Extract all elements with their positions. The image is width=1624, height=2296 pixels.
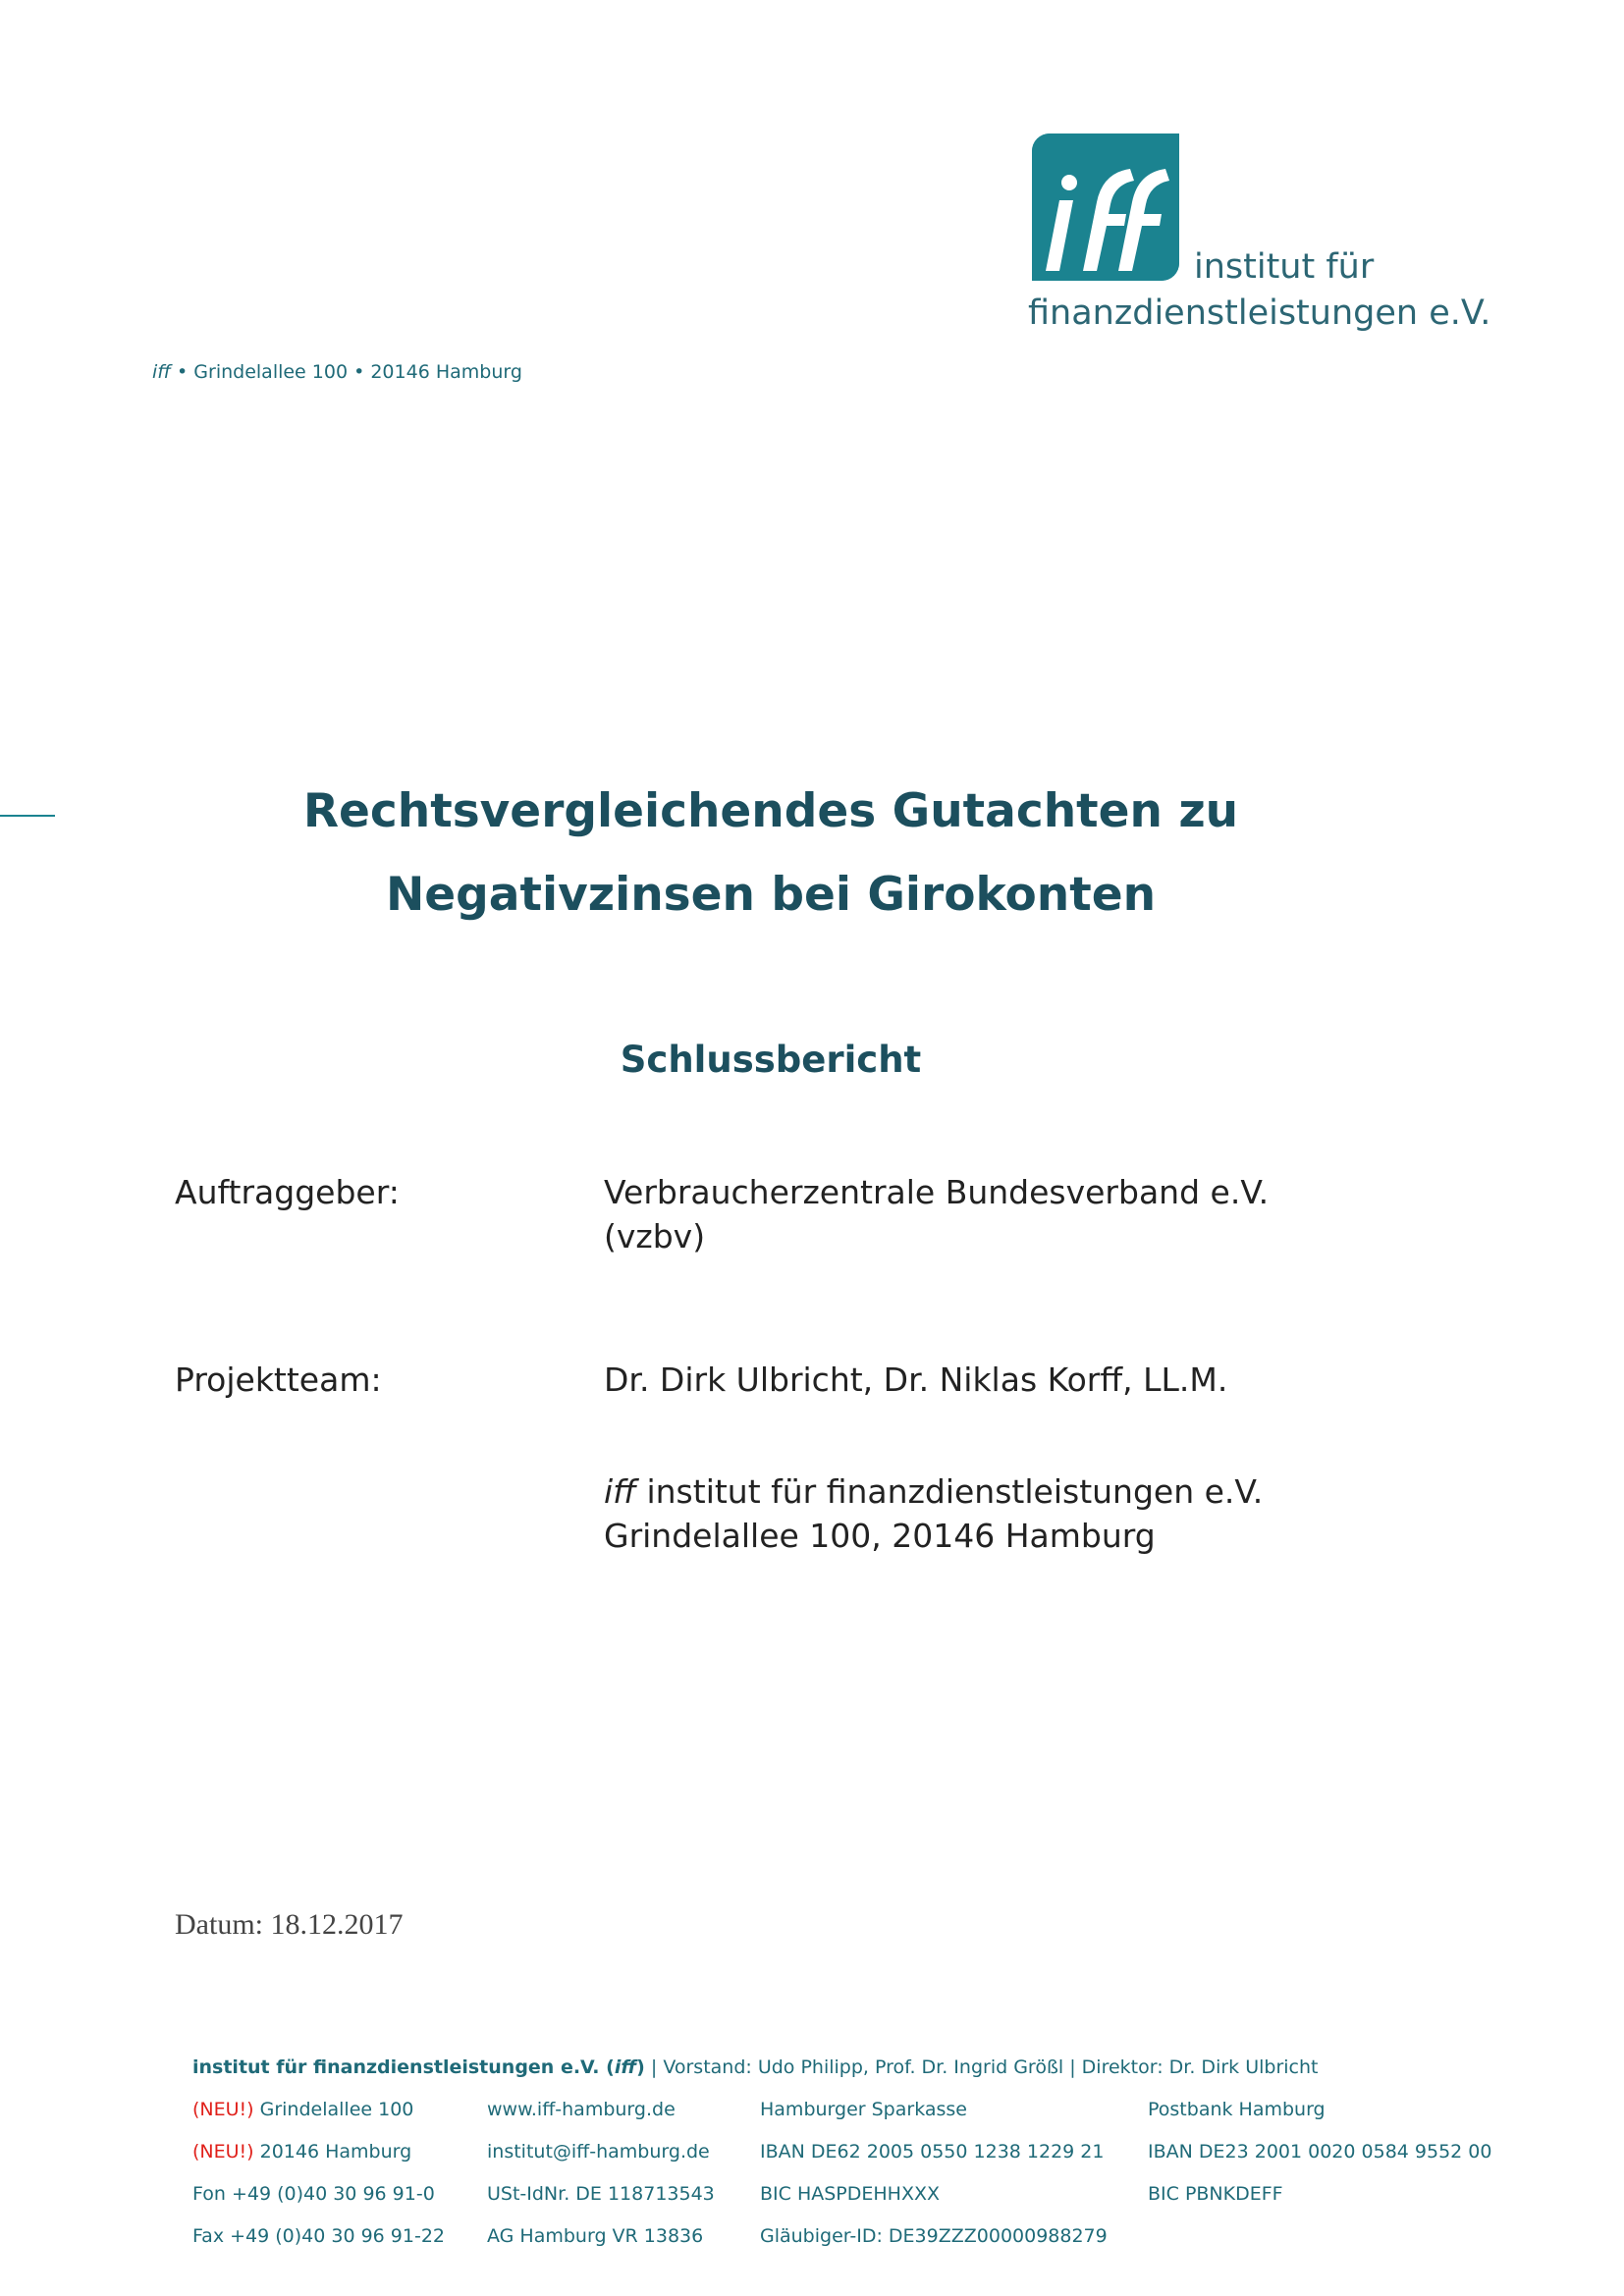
client-line2: (vzbv) (604, 1217, 706, 1255)
title-line1: Rechtsvergleichendes Gutachten zu (302, 784, 1239, 838)
date: Datum: 18.12.2017 (175, 1908, 404, 1941)
footer-web-link[interactable]: www.iff-hamburg.de (487, 2099, 676, 2120)
footer-email-link[interactable]: institut@iff-hamburg.de (487, 2141, 710, 2163)
footer-row-4 (192, 2225, 1547, 2268)
footer-bic2: BIC PBNKDEFF (1148, 2183, 1283, 2205)
footer-address-1: (NEU!) Grindelallee 100 (192, 2099, 414, 2120)
iff-logo-mark (1032, 133, 1179, 281)
iff-logo-icon (1032, 133, 1179, 281)
footer-address-2: (NEU!) 20146 Hamburg (192, 2141, 412, 2163)
footer-board: | Vorstand: Udo Philipp, Prof. Dr. Ingrid Größl | Direktor: Dr. Dirk Ulbricht (644, 2056, 1319, 2078)
footer-row-2 (192, 2141, 1547, 2183)
institute-iff: iff (604, 1472, 636, 1511)
footer-bic1: BIC HASPDEHHXXX (760, 2183, 941, 2205)
sender-address: • Grindelallee 100 • 20146 Hamburg (171, 361, 522, 383)
footer-iban2: IBAN DE23 2001 0020 0584 9552 00 (1148, 2141, 1492, 2163)
footer-glaeubiger: Gläubiger-ID: DE39ZZZ00000988279 (760, 2225, 1108, 2247)
institute-line1 (604, 1469, 1263, 1514)
footer-org: institut für finanzdienstleistungen e.V. (iff) (192, 2056, 645, 2078)
team-label: Projektteam: (175, 1361, 382, 1399)
footer-ag: AG Hamburg VR 13836 (487, 2225, 704, 2247)
footer (192, 2056, 1547, 2268)
client-line1: Verbraucherzentrale Bundesverband e.V. (604, 1173, 1270, 1211)
footer-row-1 (192, 2099, 1547, 2141)
footer-bank2: Postbank Hamburg (1148, 2099, 1326, 2120)
institute-line2: Grindelallee 100, 20146 Hamburg (604, 1517, 1156, 1555)
logo-line1: institut für (1194, 247, 1375, 287)
footer-iban1: IBAN DE62 2005 0550 1238 1229 21 (760, 2141, 1105, 2163)
footer-ust: USt-IdNr. DE 118713543 (487, 2183, 715, 2205)
client-label: Auftraggeber: (175, 1173, 400, 1211)
sender-line (152, 361, 522, 383)
logo-line2: finanzdienstleistungen e.V. (1028, 294, 1491, 333)
footer-org-line (192, 2056, 1547, 2084)
team-value: Dr. Dirk Ulbricht, Dr. Niklas Korff, LL.M. (604, 1361, 1228, 1399)
title-line2: Negativzinsen bei Girokonten (385, 868, 1157, 922)
institute-name: institut für finanzdienstleistungen e.V. (635, 1472, 1264, 1511)
footer-fax: Fax +49 (0)40 30 96 91-22 (192, 2225, 446, 2247)
footer-fon: Fon +49 (0)40 30 96 91-0 (192, 2183, 435, 2205)
sender-iff: iff (152, 361, 171, 383)
footer-bank1: Hamburger Sparkasse (760, 2099, 967, 2120)
footer-row-3 (192, 2183, 1547, 2225)
subtitle: Schlussbericht (620, 1039, 922, 1081)
